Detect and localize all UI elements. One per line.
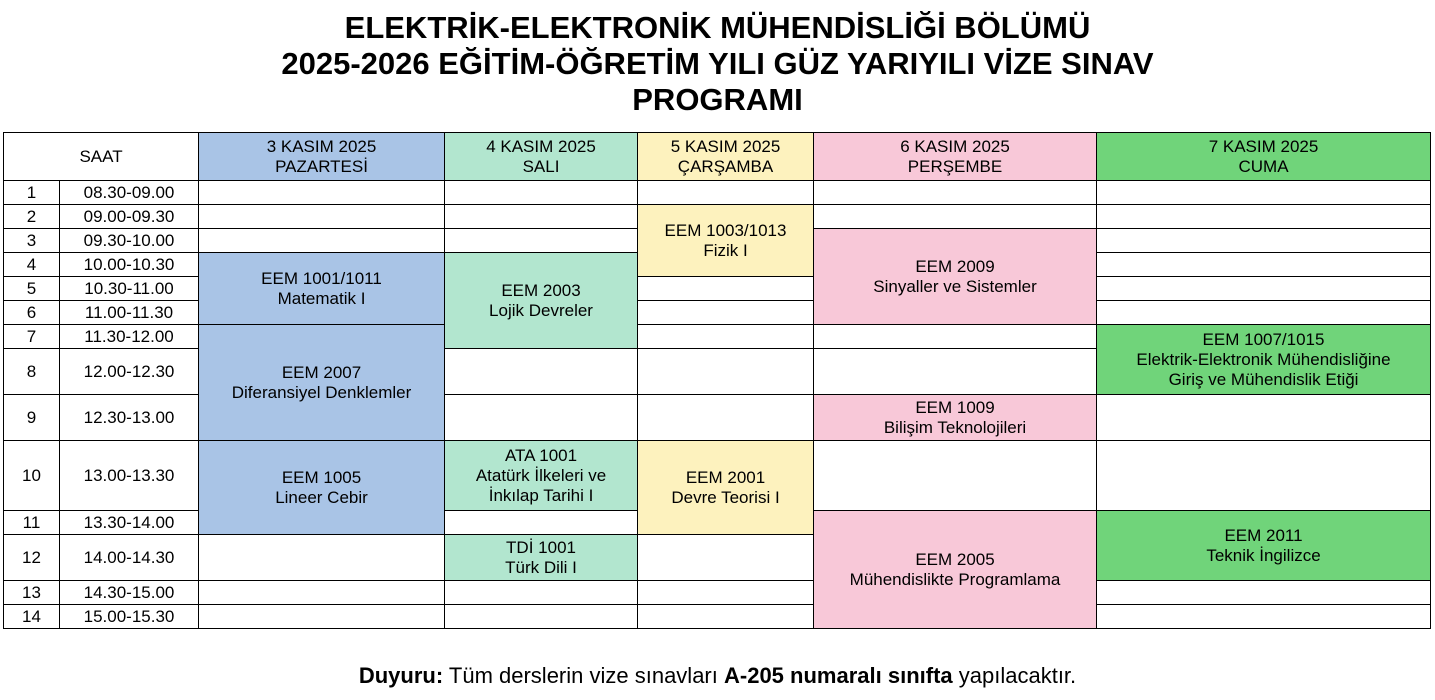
slot-number: 1: [4, 181, 60, 205]
exam-cell: [445, 535, 638, 581]
exam-schedule-table: [3, 132, 1431, 629]
course-code: EEM 2003: [501, 280, 581, 300]
empty-cell: [445, 229, 638, 253]
empty-cell: [199, 181, 445, 205]
exam-cell: [638, 205, 814, 277]
course-name: İnkılap Tarihi I: [488, 485, 594, 505]
announcement-text: Tüm derslerin vize sınavları: [448, 663, 718, 688]
slot-time: 10.30-11.00: [60, 277, 199, 301]
day-date: 5 KASIM 2025: [670, 136, 781, 156]
empty-cell: [445, 581, 638, 605]
exam-cell: [1097, 511, 1431, 581]
course-code: EEM 1005: [281, 467, 362, 487]
slot-time: 13.30-14.00: [60, 511, 199, 535]
course-name: Sinyaller ve Sistemler: [873, 276, 1037, 296]
empty-cell: [638, 349, 814, 395]
empty-cell: [445, 605, 638, 629]
slot-number: 13: [4, 581, 60, 605]
table-row: [4, 605, 1431, 629]
course-code: ATA 1001: [504, 445, 578, 465]
slot-time: 11.30-12.00: [60, 325, 199, 349]
slot-number: 12: [4, 535, 60, 581]
announcement-label: Duyuru:: [358, 663, 444, 688]
course-name: Lineer Cebir: [275, 487, 368, 507]
course-name: Diferansiyel Denklemler: [231, 382, 412, 402]
saat-header: SAAT: [4, 133, 199, 181]
slot-number: 11: [4, 511, 60, 535]
exam-cell: [445, 441, 638, 511]
empty-cell: [1097, 581, 1431, 605]
slot-time: 09.00-09.30: [60, 205, 199, 229]
day-header-wednesday: [638, 133, 814, 181]
empty-cell: [1097, 395, 1431, 441]
empty-cell: [1097, 253, 1431, 277]
empty-cell: [445, 395, 638, 441]
course-code: EEM 2011: [1224, 525, 1303, 545]
course-code: TDİ 1001: [506, 537, 576, 557]
course-code: EEM 2001: [685, 467, 766, 487]
slot-time: 08.30-09.00: [60, 181, 199, 205]
exam-cell: [1097, 325, 1431, 395]
empty-cell: [1097, 181, 1431, 205]
course-name: Matematik I: [277, 288, 366, 308]
day-date: 3 KASIM 2025: [266, 136, 377, 156]
course-code: EEM 2005: [915, 549, 995, 569]
table-row: [4, 181, 1431, 205]
empty-cell: [814, 441, 1097, 511]
day-header-friday: [1097, 133, 1431, 181]
slot-time: 15.00-15.30: [60, 605, 199, 629]
slot-time: 14.00-14.30: [60, 535, 199, 581]
title-line-1: ELEKTRİK-ELEKTRONİK MÜHENDİSLİĞİ BÖLÜMÜ: [344, 10, 1091, 45]
title-line-2: 2025-2026 EĞİTİM-ÖĞRETİM YILI GÜZ YARIYILI VİZE SINAV: [281, 46, 1154, 81]
course-name: Mühendislikte Programlama: [849, 569, 1061, 589]
empty-cell: [638, 181, 814, 205]
exam-cell: [638, 441, 814, 535]
empty-cell: [638, 301, 814, 325]
day-date: 4 KASIM 2025: [486, 136, 596, 156]
empty-cell: [199, 581, 445, 605]
empty-cell: [445, 181, 638, 205]
empty-cell: [1097, 205, 1431, 229]
slot-number: 6: [4, 301, 60, 325]
empty-cell: [638, 535, 814, 581]
empty-cell: [638, 581, 814, 605]
empty-cell: [199, 535, 445, 581]
table-row: [4, 325, 1431, 349]
exam-cell: [199, 441, 445, 535]
day-name: PAZARTESİ: [275, 156, 368, 176]
empty-cell: [638, 605, 814, 629]
empty-cell: [814, 181, 1097, 205]
empty-cell: [814, 205, 1097, 229]
empty-cell: [445, 349, 638, 395]
course-code: EEM 2007: [281, 362, 362, 382]
empty-cell: [1097, 229, 1431, 253]
empty-cell: [638, 277, 814, 301]
exam-cell: [814, 511, 1097, 629]
exam-cell: [199, 325, 445, 441]
slot-number: 7: [4, 325, 60, 349]
day-header-tuesday: [445, 133, 638, 181]
course-code: EEM 1003/1013: [664, 220, 787, 240]
slot-number: 10: [4, 441, 60, 511]
empty-cell: [638, 395, 814, 441]
course-name: Bilişim Teknolojileri: [883, 417, 1027, 437]
slot-time: 11.00-11.30: [60, 301, 199, 325]
course-name: Lojik Devreler: [489, 300, 593, 320]
empty-cell: [445, 511, 638, 535]
header-row: [4, 133, 1431, 181]
table-row: [4, 441, 1431, 511]
day-header-thursday: [814, 133, 1097, 181]
empty-cell: [199, 605, 445, 629]
empty-cell: [199, 205, 445, 229]
slot-number: 4: [4, 253, 60, 277]
empty-cell: [1097, 301, 1431, 325]
slot-number: 14: [4, 605, 60, 629]
slot-time: 12.00-12.30: [60, 349, 199, 395]
exam-cell: [814, 229, 1097, 325]
slot-time: 13.00-13.30: [60, 441, 199, 511]
course-code: EEM 1009: [915, 397, 995, 417]
slot-number: 3: [4, 229, 60, 253]
day-date: 7 KASIM 2025: [1208, 136, 1319, 156]
exam-cell: [445, 253, 638, 349]
empty-cell: [1097, 277, 1431, 301]
slot-number: 8: [4, 349, 60, 395]
slot-time: 10.00-10.30: [60, 253, 199, 277]
empty-cell: [445, 205, 638, 229]
course-name: Elektrik-Elektronik Mühendisliğine: [1136, 349, 1391, 369]
slot-time: 09.30-10.00: [60, 229, 199, 253]
announcement-text-end: yapılacaktır.: [958, 663, 1077, 688]
empty-cell: [1097, 441, 1431, 511]
slot-time: 12.30-13.00: [60, 395, 199, 441]
course-name: Fizik I: [703, 240, 748, 260]
page-title: [0, 10, 1435, 118]
course-code: EEM 2009: [915, 256, 995, 276]
table-row: [4, 581, 1431, 605]
day-header-monday: [199, 133, 445, 181]
title-line-3: PROGRAMI: [632, 82, 803, 117]
table-row: [4, 205, 1431, 229]
course-name: Türk Dili I: [505, 557, 577, 577]
announcement: [0, 663, 1435, 689]
day-name: SALI: [522, 156, 560, 176]
empty-cell: [638, 325, 814, 349]
empty-cell: [199, 229, 445, 253]
course-code: EEM 1001/1011: [261, 268, 382, 288]
day-date: 6 KASIM 2025: [900, 136, 1010, 156]
course-name: Teknik İngilizce: [1206, 545, 1321, 565]
course-code: EEM 1007/1015: [1202, 329, 1325, 349]
day-name: CUMA: [1238, 156, 1289, 176]
empty-cell: [814, 325, 1097, 349]
slot-time: 14.30-15.00: [60, 581, 199, 605]
day-name: PERŞEMBE: [907, 156, 1003, 176]
day-name: ÇARŞAMBA: [677, 156, 774, 176]
empty-cell: [814, 349, 1097, 395]
course-name: Giriş ve Mühendislik Etiği: [1168, 369, 1359, 389]
exam-cell: [199, 253, 445, 325]
slot-number: 2: [4, 205, 60, 229]
empty-cell: [1097, 605, 1431, 629]
slot-number: 5: [4, 277, 60, 301]
course-name: Atatürk İlkeleri ve: [475, 465, 607, 485]
announcement-room: A-205 numaralı sınıfta: [724, 663, 953, 688]
exam-cell: [814, 395, 1097, 441]
slot-number: 9: [4, 395, 60, 441]
course-name: Devre Teorisi I: [671, 487, 780, 507]
